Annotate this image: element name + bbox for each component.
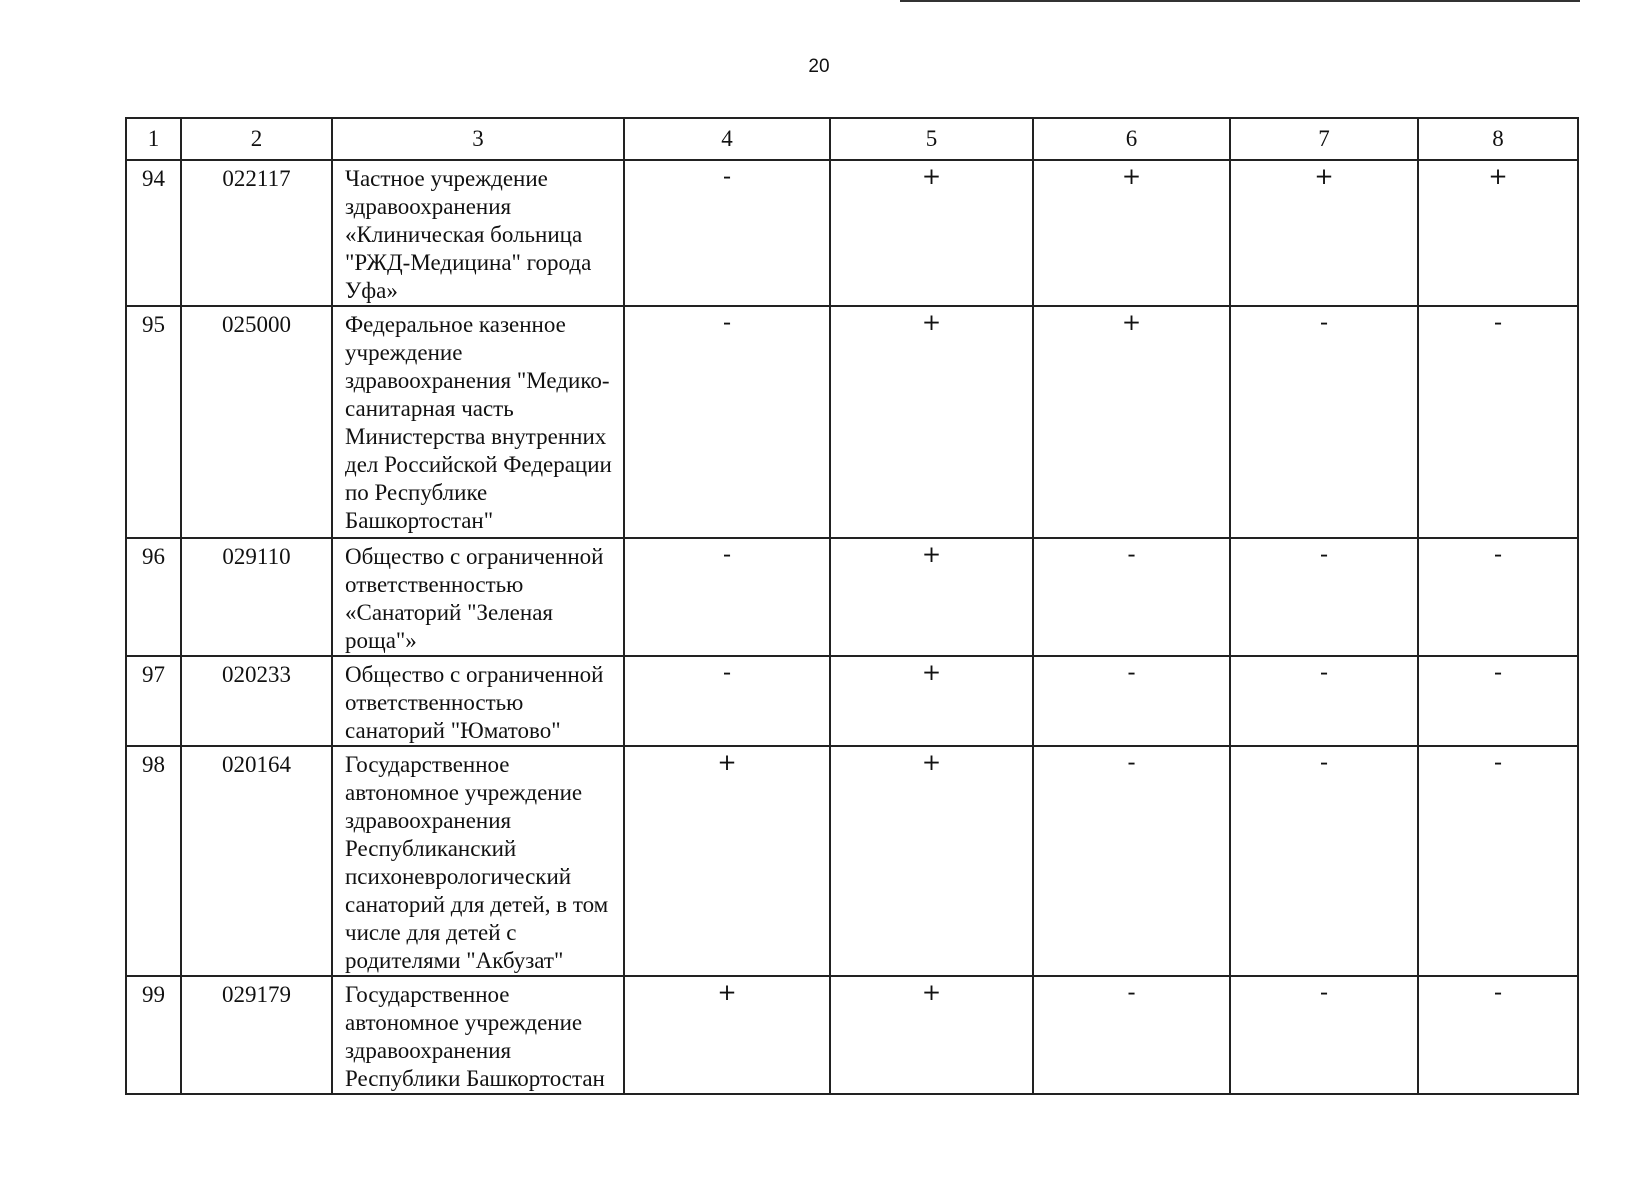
mark-col-4: - <box>624 656 830 746</box>
org-code: 029110 <box>181 538 332 656</box>
mark-col-6: - <box>1033 976 1230 1094</box>
mark-col-4: - <box>624 538 830 656</box>
mark-col-7: + <box>1230 160 1418 306</box>
org-code: 020233 <box>181 656 332 746</box>
table-row <box>126 976 1578 1094</box>
org-name: Общество с ограниченной ответственностью санаторий "Юматово" <box>332 656 624 746</box>
page-number: 20 <box>808 56 830 77</box>
mark-col-8: + <box>1418 160 1578 306</box>
mark-col-8: - <box>1418 306 1578 538</box>
mark-col-5: + <box>830 306 1033 538</box>
org-name: Частное учреждение здравоохранения «Клиническая больница "РЖД-Медицина" города Уфа» <box>332 160 624 306</box>
column-header: 7 <box>1230 118 1418 160</box>
mark-col-6: - <box>1033 656 1230 746</box>
org-code: 025000 <box>181 306 332 538</box>
column-header: 1 <box>126 118 181 160</box>
mark-col-6: + <box>1033 160 1230 306</box>
table-row <box>126 306 1578 538</box>
org-name: Общество с ограниченной ответственностью «Санаторий "Зеленая роща"» <box>332 538 624 656</box>
mark-col-8: - <box>1418 746 1578 976</box>
row-number: 99 <box>126 976 181 1094</box>
org-code: 020164 <box>181 746 332 976</box>
table-row <box>126 746 1578 976</box>
mark-col-7: - <box>1230 538 1418 656</box>
mark-col-4: + <box>624 976 830 1094</box>
mark-col-8: - <box>1418 656 1578 746</box>
org-name: Государственное автономное учреждение здравоохранения Республиканский психоневрологический санаторий для детей, в том числе для детей с родителями "Акбузат" <box>332 746 624 976</box>
top-edge-line <box>900 0 1580 2</box>
mark-col-6: - <box>1033 538 1230 656</box>
org-name: Государственное автономное учреждение здравоохранения Республики Башкортостан <box>332 976 624 1094</box>
mark-col-4: - <box>624 306 830 538</box>
mark-col-5: + <box>830 656 1033 746</box>
mark-col-4: + <box>624 746 830 976</box>
org-code: 029179 <box>181 976 332 1094</box>
header-row <box>126 118 1578 160</box>
row-number: 98 <box>126 746 181 976</box>
column-header: 4 <box>624 118 830 160</box>
column-header: 6 <box>1033 118 1230 160</box>
mark-col-4: - <box>624 160 830 306</box>
org-name: Федеральное казенное учреждение здравоохранения "Медико-санитарная часть Министерства внутренних дел Российской Федерации по Республике Башкортостан" <box>332 306 624 538</box>
mark-col-5: + <box>830 538 1033 656</box>
data-table <box>125 117 1579 1095</box>
mark-col-5: + <box>830 976 1033 1094</box>
mark-col-7: - <box>1230 746 1418 976</box>
row-number: 94 <box>126 160 181 306</box>
mark-col-8: - <box>1418 976 1578 1094</box>
mark-col-7: - <box>1230 306 1418 538</box>
column-header: 8 <box>1418 118 1578 160</box>
mark-col-8: - <box>1418 538 1578 656</box>
mark-col-7: - <box>1230 976 1418 1094</box>
column-header: 2 <box>181 118 332 160</box>
row-number: 96 <box>126 538 181 656</box>
column-header: 5 <box>830 118 1033 160</box>
org-code: 022117 <box>181 160 332 306</box>
mark-col-5: + <box>830 746 1033 976</box>
table-row <box>126 160 1578 306</box>
mark-col-7: - <box>1230 656 1418 746</box>
mark-col-6: - <box>1033 746 1230 976</box>
table-row <box>126 538 1578 656</box>
table-row <box>126 656 1578 746</box>
row-number: 95 <box>126 306 181 538</box>
column-header: 3 <box>332 118 624 160</box>
mark-col-5: + <box>830 160 1033 306</box>
row-number: 97 <box>126 656 181 746</box>
mark-col-6: + <box>1033 306 1230 538</box>
